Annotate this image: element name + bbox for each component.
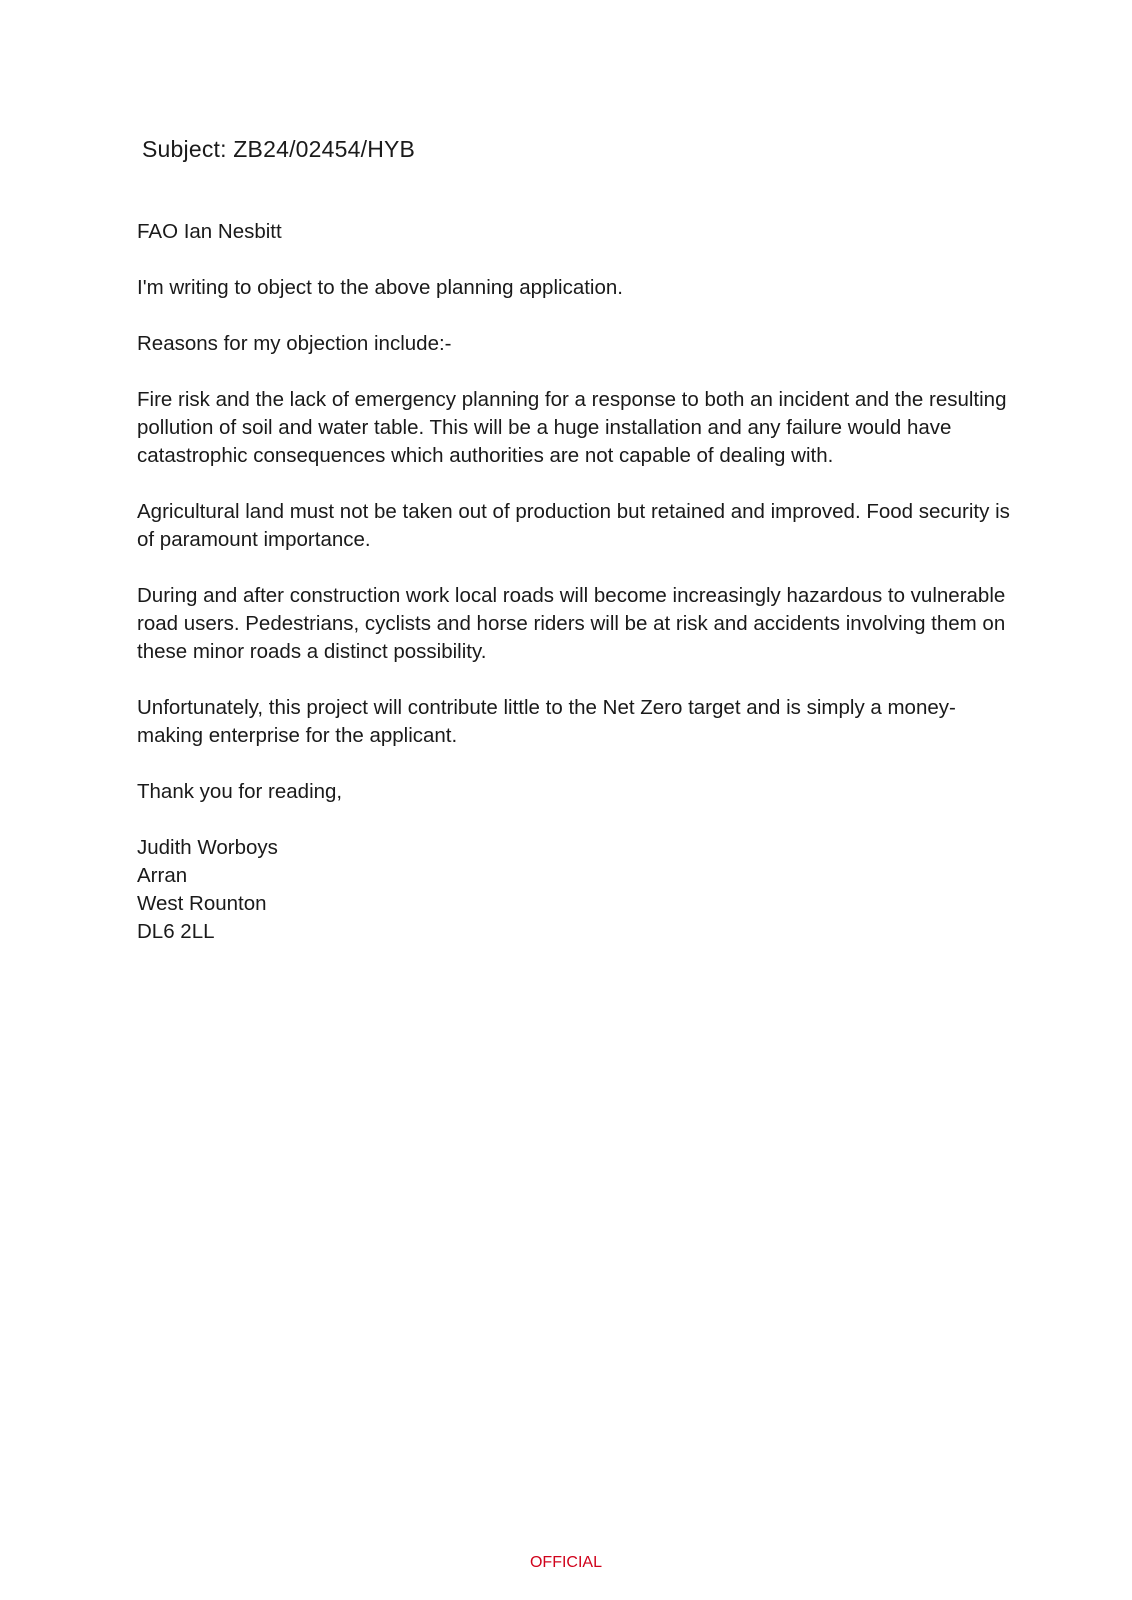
paragraph-fire-risk: Fire risk and the lack of emergency planning for a response to both an incident and the resulting pollution of soil and water table. This will be a huge installation and any failure would have catastrophic consequences which authorities are not capable of dealing with. bbox=[137, 388, 1007, 467]
letter-body bbox=[137, 218, 1017, 946]
postcode: DL6 2LL bbox=[137, 920, 215, 943]
paragraph-road-safety: During and after construction work local roads will become increasingly hazardous to vulnerable road users. Pedestrians, cyclists and horse riders will be at risk and accidents involving them on these minor roads a distinct possibility. bbox=[137, 584, 1006, 663]
salutation: FAO Ian Nesbitt bbox=[137, 220, 282, 243]
classification-footer: OFFICIAL bbox=[529, 1554, 602, 1571]
subject-line: Subject: ZB24/02454/HYB bbox=[142, 136, 416, 162]
address-line-2: West Rounton bbox=[137, 892, 267, 915]
signatory-name: Judith Worboys bbox=[137, 836, 278, 859]
paragraph-agricultural-land: Agricultural land must not be taken out of production but retained and improved. Food security is of paramount importance. bbox=[137, 500, 1010, 551]
address-line-1: Arran bbox=[137, 864, 188, 887]
paragraph-reasons-heading: Reasons for my objection include:- bbox=[137, 332, 452, 355]
signature-block bbox=[137, 834, 1017, 946]
paragraph-intro: I'm writing to object to the above planning application. bbox=[137, 276, 623, 299]
paragraph-net-zero: Unfortunately, this project will contribute little to the Net Zero target and is simply a money-making enterprise for the applicant. bbox=[137, 696, 956, 747]
paragraph-closing: Thank you for reading, bbox=[137, 780, 343, 803]
